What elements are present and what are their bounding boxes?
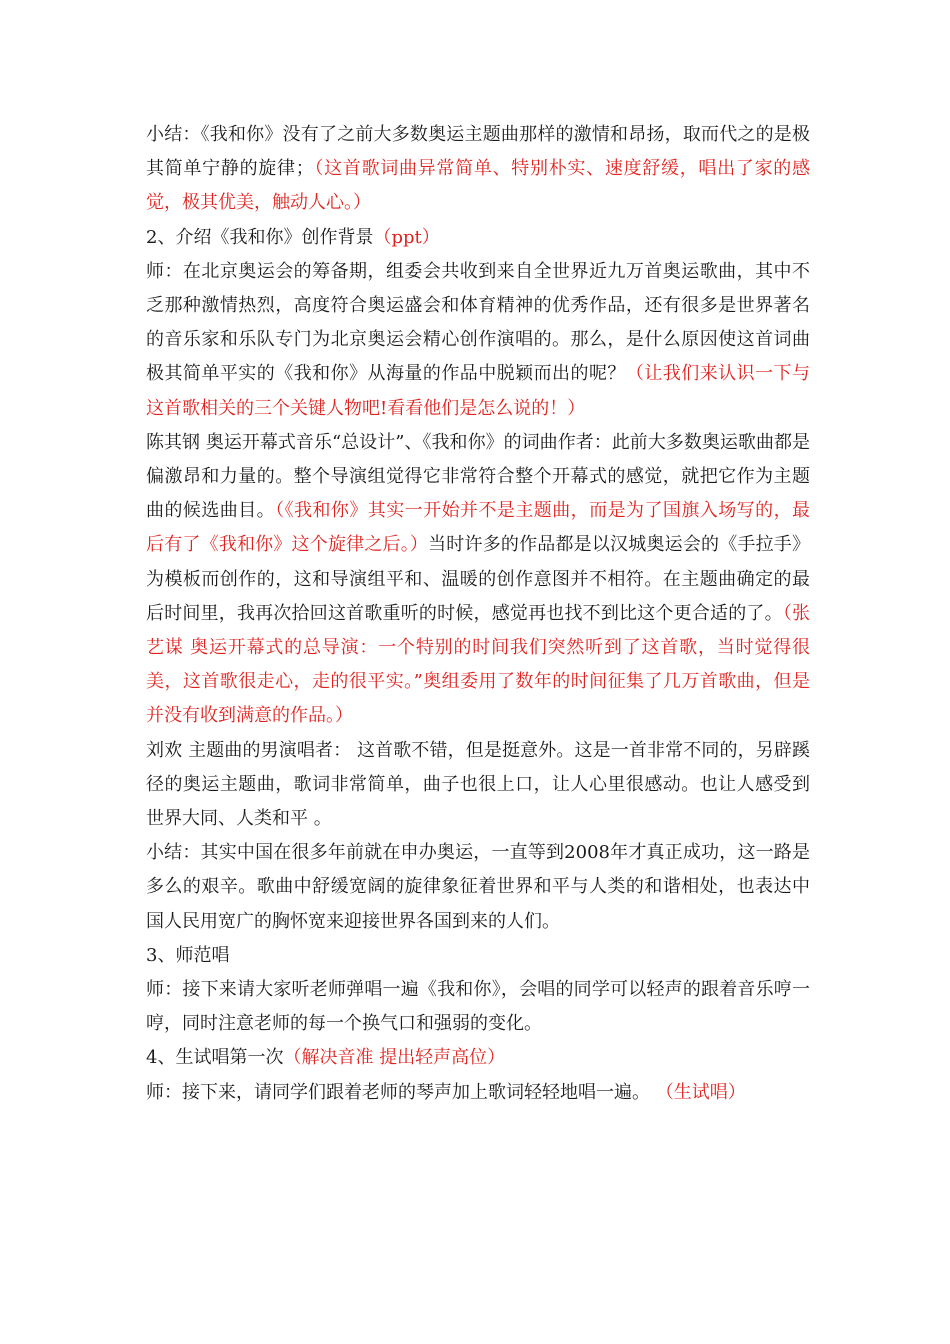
summary-1-note: （这首歌词曲异常简单、特别朴实、速度舒缓，唱出了家的感觉，极其优美，触动人心。） bbox=[146, 158, 811, 214]
teacher-3-text: 师：接下来，请同学们跟着老师的琴声加上歌词轻轻地唱一遍。 bbox=[146, 1081, 656, 1103]
liu-huan-text: 刘欢 主题曲的男演唱者： 这首歌不错，但是挺意外。这是一首非常不同的，另辟蹊径的奥运主题曲，歌词非常简单，曲子也很上口，让人心里很感动。也让人感受到世界大同、人类和平 。 bbox=[146, 739, 810, 830]
summary-paragraph-2 bbox=[146, 836, 810, 939]
teacher-paragraph-3 bbox=[146, 1076, 810, 1110]
section-heading-4 bbox=[146, 1041, 810, 1075]
teacher-2-text: 师：接下来请大家听老师弹唱一遍《我和你》，会唱的同学可以轻声的跟着音乐哼一哼，同时注意老师的每一个换气口和强弱的变化。 bbox=[146, 979, 810, 1035]
teacher-1-note: （让我们来认识一下与这首歌相关的三个关键人物吧!看看他们是怎么说的！） bbox=[146, 363, 811, 419]
chen-text-2: 当时许多的作品都是以汉城奥运会的《手拉手》为模板而创作的，这和导演组平和、温暖的创作意图并不相符。在主题曲确定的最后时间里，我再次拾回这首歌重听的时候，感觉再也找不到比这个更合适的了。 bbox=[146, 534, 810, 624]
chen-note-1: （《我和你》其实一开始并不是主题曲，而是为了国旗入场写的，最后有了《我和你》这个旋律之后。） bbox=[146, 500, 811, 556]
section-heading-3 bbox=[146, 939, 810, 973]
heading-4-text: 4、生试唱第一次 bbox=[146, 1047, 284, 1069]
teacher-1-text: 师：在北京奥运会的筹备期，组委会共收到来自全世界近九万首奥运歌曲，其中不乏那种激情热烈，高度符合奥运盛会和体育精神的优秀作品，还有很多是世界著名的音乐家和乐队专门为北京奥运会精心创作演唱的。那么，是什么原因使这首词曲极其简单平实的《我和你》从海量的作品中脱颖而出的呢？ bbox=[146, 260, 810, 385]
liu-huan-paragraph bbox=[146, 734, 810, 837]
teacher-paragraph-2 bbox=[146, 973, 810, 1041]
chen-qigang-paragraph bbox=[146, 426, 810, 734]
heading-2-note: （ppt） bbox=[373, 226, 440, 248]
teacher-3-note: （生试唱） bbox=[655, 1081, 746, 1103]
heading-2-text: 2、介绍《我和你》创作背景 bbox=[146, 226, 374, 248]
section-heading-2 bbox=[146, 221, 810, 255]
summary-paragraph-1 bbox=[146, 118, 810, 221]
document-page bbox=[146, 118, 810, 1110]
heading-4-note: （解决音准 提出轻声高位） bbox=[283, 1047, 506, 1069]
summary-1-text: 小结：《我和你》没有了之前大多数奥运主题曲那样的激情和昂扬，取而代之的是极其简单宁静的旋律； bbox=[146, 124, 810, 180]
chen-note-2: （张艺谋 奥运开幕式的总导演：一个特别的时间我们突然听到了这首歌，当时觉得很美，这首歌很走心，走的很平实。”奥组委用了数年的时间征集了几万首歌曲，但是并没有收到满意的作品。） bbox=[146, 602, 811, 727]
teacher-paragraph-1 bbox=[146, 255, 810, 426]
summary-2-text: 小结：其实中国在很多年前就在申办奥运，一直等到2008年才真正成功，这一路是多么的艰辛。歌曲中舒缓宽阔的旋律象征着世界和平与人类的和谐相处，也表达中国人民用宽广的胸怀宽来迎接世界各国到来的人们。 bbox=[146, 842, 810, 932]
heading-3-text: 3、师范唱 bbox=[146, 944, 230, 966]
chen-text-1: 陈其钢 奥运开幕式音乐“总设计”、《我和你》的词曲作者：此前大多数奥运歌曲都是偏激昂和力量的。整个导演组觉得它非常符合整个开幕式的感觉，就把它作为主题曲的候选曲目。 bbox=[146, 431, 810, 522]
